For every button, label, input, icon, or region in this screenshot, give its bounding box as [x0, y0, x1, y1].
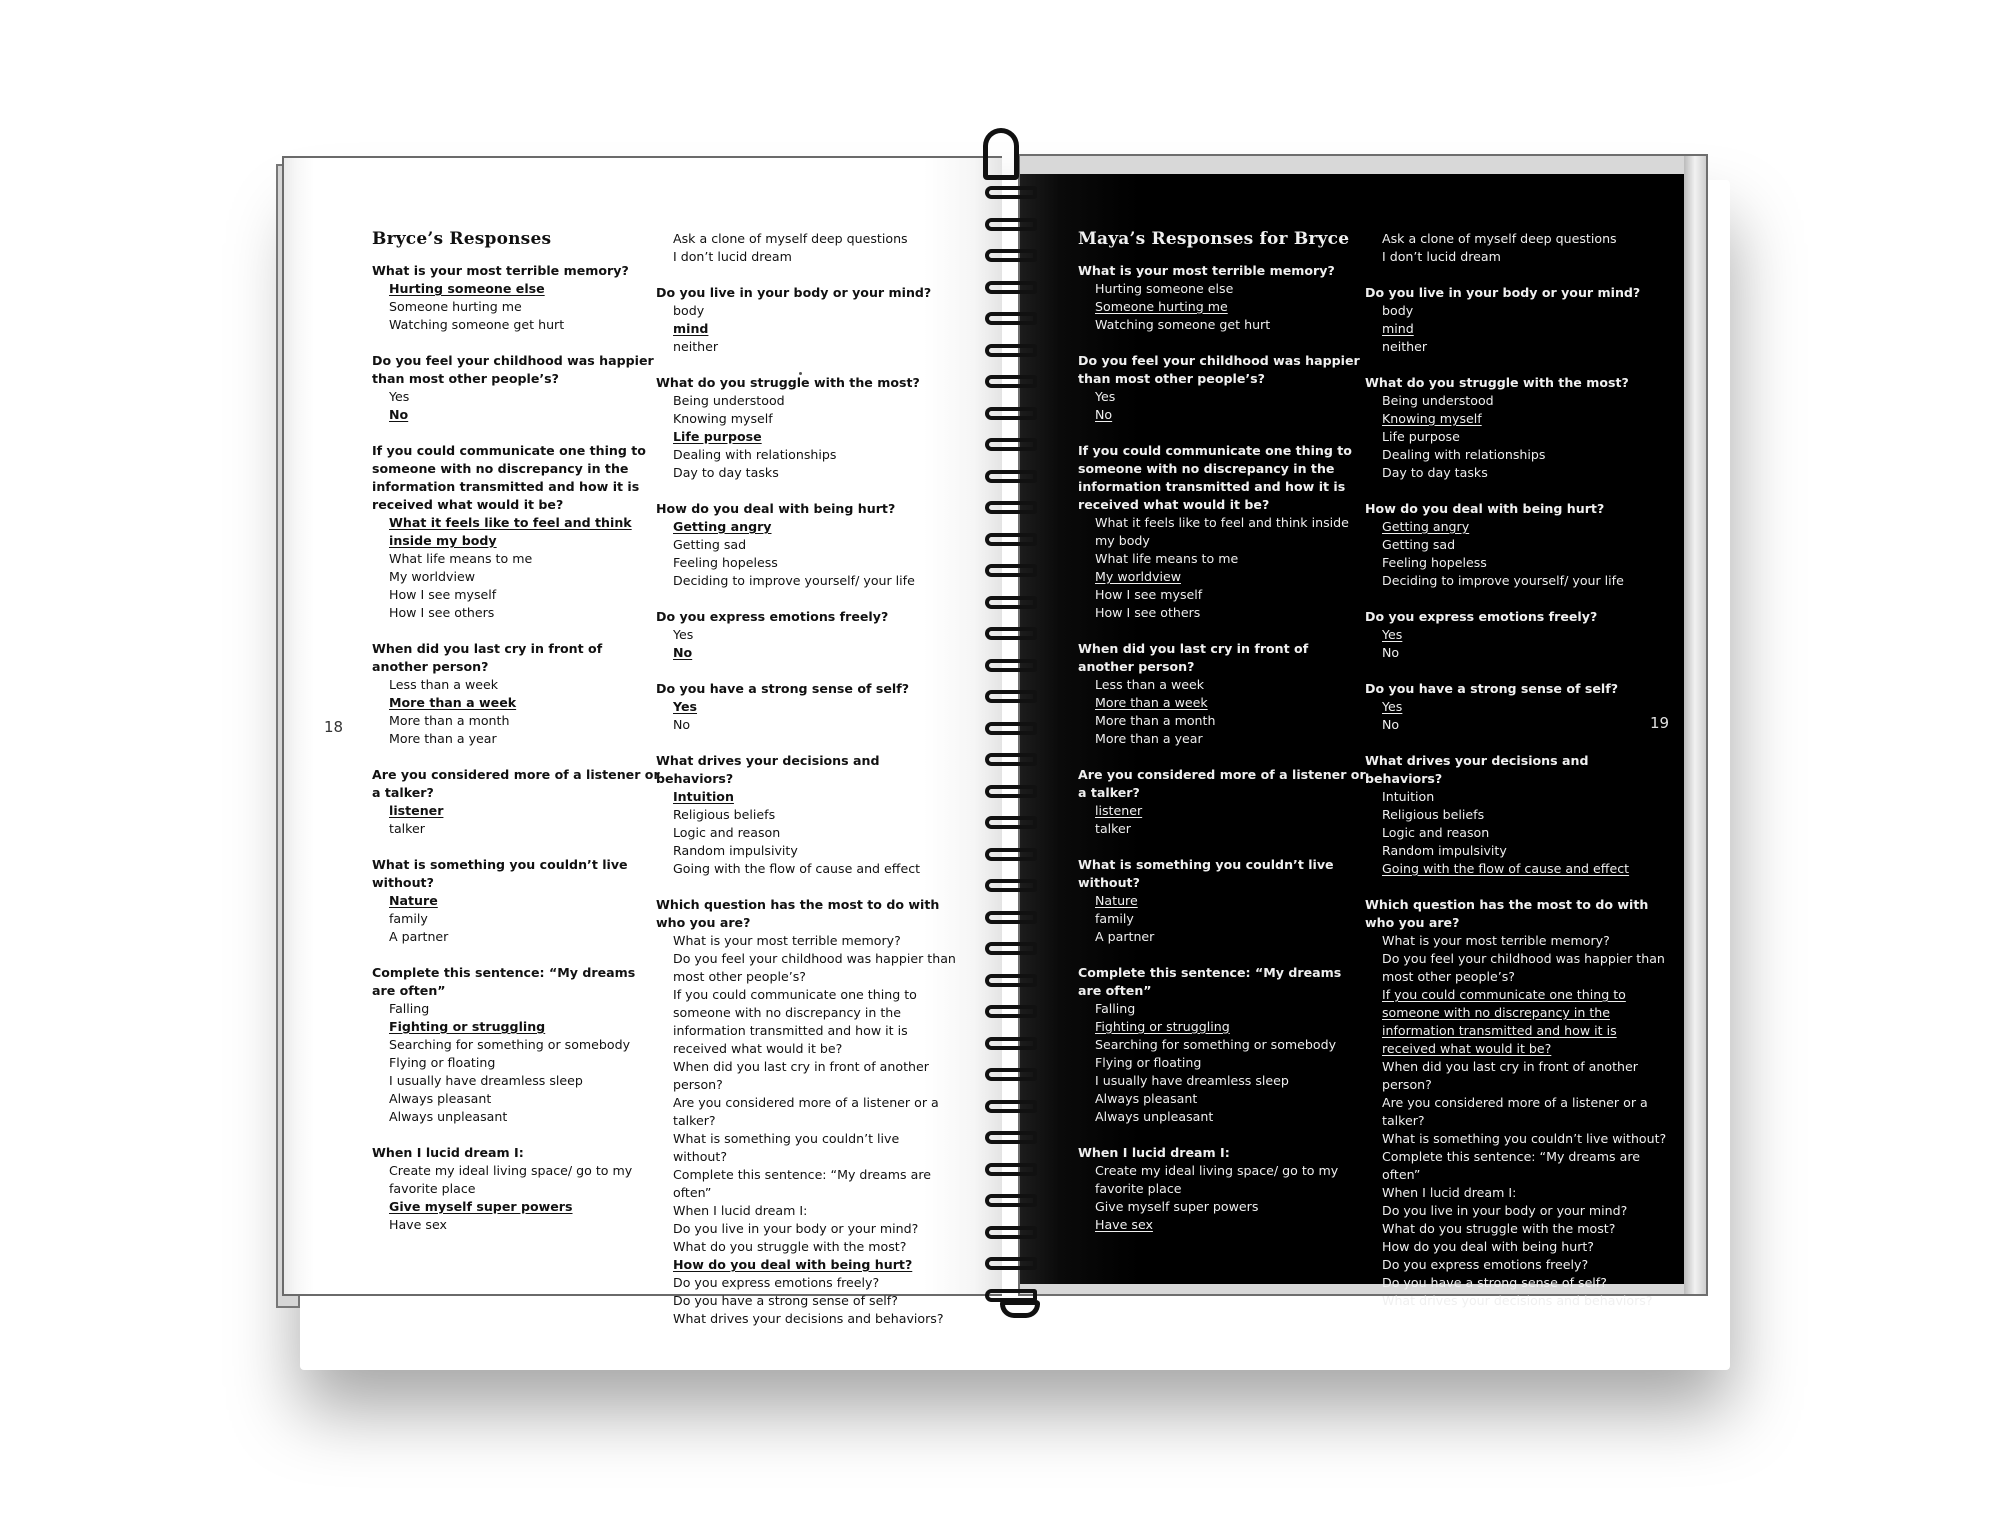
spiral-coil — [985, 564, 1037, 577]
answer-option: When I lucid dream I: — [1382, 1185, 1517, 1200]
answer-option: Watching someone get hurt — [1095, 317, 1271, 332]
answer-option: When I lucid dream I: — [673, 1203, 808, 1218]
spiral-coil — [985, 1068, 1037, 1081]
answer-option: What life means to me — [1095, 551, 1239, 566]
answer-option: Falling — [1095, 1001, 1136, 1016]
answer-option: What is your most terrible memory? — [1382, 933, 1610, 948]
question-text: Complete this sentence: “My dreams are often” — [372, 965, 636, 998]
answer-option: Do you feel your childhood was happier than most other people’s? — [673, 951, 956, 984]
selected-answer: Yes — [673, 699, 698, 714]
question-block — [1078, 766, 1368, 838]
spiral-coil — [985, 1005, 1037, 1018]
question-text: Do you express emotions freely? — [656, 609, 889, 624]
spiral-coil — [985, 470, 1037, 483]
question-text: If you could communicate one thing to someone with no discrepancy in the information transmitted and how it is received what would it be? — [372, 443, 646, 512]
right-column-2 — [1365, 230, 1670, 1328]
answer-option: How I see others — [1095, 605, 1201, 620]
question-text: How do you deal with being hurt? — [1365, 501, 1605, 516]
answer-option: Deciding to improve yourself/ your life — [1382, 573, 1624, 588]
selected-answer: How do you deal with being hurt? — [673, 1257, 913, 1272]
question-block — [656, 230, 956, 266]
answer-option: What drives your decisions and behaviors? — [1382, 1293, 1653, 1308]
selected-answer: Fighting or struggling — [1095, 1019, 1230, 1034]
question-block — [372, 766, 662, 838]
spiral-coil — [985, 438, 1037, 451]
answer-option: Religious beliefs — [1382, 807, 1485, 822]
selected-answer: Nature — [1095, 893, 1138, 908]
answer-option: No — [1382, 717, 1400, 732]
answer-option: Searching for something or somebody — [389, 1037, 631, 1052]
answer-option: Less than a week — [389, 677, 499, 692]
answer-option: Yes — [1095, 389, 1116, 404]
spiral-coil — [985, 344, 1037, 357]
question-text: When I lucid dream I: — [372, 1145, 524, 1160]
answer-option: Do you live in your body or your mind? — [1382, 1203, 1628, 1218]
answer-option: Always pleasant — [389, 1091, 492, 1106]
answer-option: I don’t lucid dream — [673, 249, 792, 264]
answer-option: What it feels like to feel and think inside my body — [1095, 515, 1349, 548]
selected-answer: Life purpose — [673, 429, 762, 444]
question-block — [656, 374, 956, 482]
question-block — [1078, 262, 1368, 334]
answer-option: How I see others — [389, 605, 495, 620]
selected-answer: listener — [389, 803, 444, 818]
question-text: When I lucid dream I: — [1078, 1145, 1230, 1160]
question-block — [656, 680, 956, 734]
answer-option: When did you last cry in front of another person? — [673, 1059, 929, 1092]
question-block — [1365, 230, 1670, 266]
selected-answer: Give myself super powers — [389, 1199, 573, 1214]
answer-option: When did you last cry in front of another person? — [1382, 1059, 1638, 1092]
selected-answer: If you could communicate one thing to someone with no discrepancy in the information transmitted and how it is received what would it be? — [1382, 987, 1626, 1056]
right-page-black-panel — [1020, 174, 1685, 1308]
question-block — [372, 352, 662, 424]
answer-option: Yes — [673, 627, 694, 642]
selected-answer: Have sex — [1095, 1217, 1153, 1232]
answer-option: How I see myself — [389, 587, 497, 602]
answer-option: If you could communicate one thing to someone with no discrepancy in the information transmitted and how it is received what would it be? — [673, 987, 917, 1056]
answer-option: What do you struggle with the most? — [1382, 1221, 1616, 1236]
answer-option: Complete this sentence: “My dreams are often” — [1382, 1149, 1640, 1182]
spiral-coil — [985, 281, 1037, 294]
spiral-coil — [985, 375, 1037, 388]
answer-option: Searching for something or somebody — [1095, 1037, 1337, 1052]
spiral-coil — [985, 1131, 1037, 1144]
spiral-coil — [985, 1163, 1037, 1176]
question-block — [1365, 500, 1670, 590]
answer-option: More than a month — [1095, 713, 1216, 728]
binding-bottom-loop — [1000, 1300, 1040, 1318]
answer-option: Intuition — [1382, 789, 1435, 804]
spiral-coil — [985, 1257, 1037, 1270]
question-text: When did you last cry in front of another person? — [372, 641, 603, 674]
selected-answer: Hurting someone else — [389, 281, 545, 296]
answer-option: Complete this sentence: “My dreams are often” — [673, 1167, 931, 1200]
question-block — [1078, 856, 1368, 946]
spiral-coil — [985, 753, 1037, 766]
selected-answer: Fighting or struggling — [389, 1019, 546, 1034]
question-text: Do you express emotions freely? — [1365, 609, 1598, 624]
answer-option: Random impulsivity — [673, 843, 798, 858]
answer-option: What do you struggle with the most? — [673, 1239, 907, 1254]
answer-option: Flying or floating — [389, 1055, 496, 1070]
selected-answer: More than a week — [389, 695, 517, 710]
question-block — [656, 752, 956, 878]
selected-answer: No — [389, 407, 409, 422]
answer-option: talker — [389, 821, 425, 836]
answer-option: I usually have dreamless sleep — [389, 1073, 583, 1088]
question-text: What do you struggle with the most? — [1365, 375, 1629, 390]
question-block — [372, 640, 662, 748]
right-page-title: Maya’s Responses for Bryce — [1078, 229, 1350, 249]
selected-answer: mind — [1382, 321, 1414, 336]
question-text: Complete this sentence: “My dreams are often” — [1078, 965, 1342, 998]
selected-answer: Someone hurting me — [1095, 299, 1228, 314]
answer-option: Flying or floating — [1095, 1055, 1202, 1070]
answer-option: Ask a clone of myself deep questions — [673, 231, 908, 246]
left-column-2 — [656, 230, 956, 1346]
answer-option: What drives your decisions and behaviors? — [673, 1311, 944, 1326]
answer-option: Create my ideal living space/ go to my favorite place — [1095, 1163, 1339, 1196]
question-block — [1365, 374, 1670, 482]
spiral-coil — [985, 501, 1037, 514]
answer-option: More than a year — [389, 731, 497, 746]
question-block — [656, 284, 956, 356]
question-text: How do you deal with being hurt? — [656, 501, 896, 516]
answer-option: Always unpleasant — [389, 1109, 508, 1124]
question-text: Do you feel your childhood was happier than most other people’s? — [1078, 353, 1360, 386]
answer-option: Feeling hopeless — [673, 555, 778, 570]
spiral-coil — [985, 785, 1037, 798]
answer-option: What is your most terrible memory? — [673, 933, 901, 948]
spiral-coil — [985, 1100, 1037, 1113]
answer-option: Give myself super powers — [1095, 1199, 1259, 1214]
question-block — [1365, 680, 1670, 734]
question-block — [1365, 608, 1670, 662]
answer-option: A partner — [389, 929, 449, 944]
answer-option: body — [1382, 303, 1414, 318]
selected-answer: My worldview — [1095, 569, 1181, 584]
question-block — [372, 442, 662, 622]
answer-option: How I see myself — [1095, 587, 1203, 602]
answer-option: Always pleasant — [1095, 1091, 1198, 1106]
spiral-coil — [985, 186, 1037, 199]
left-page — [282, 156, 1002, 1326]
answer-option: neither — [673, 339, 719, 354]
answer-option: I don’t lucid dream — [1382, 249, 1501, 264]
question-block — [1078, 964, 1368, 1126]
question-block — [1365, 896, 1670, 1310]
spiral-coil — [985, 848, 1037, 861]
selected-answer: listener — [1095, 803, 1143, 818]
question-text: When did you last cry in front of another person? — [1078, 641, 1309, 674]
answer-option: I usually have dreamless sleep — [1095, 1073, 1289, 1088]
question-text: Are you considered more of a listener or a talker? — [372, 767, 660, 800]
left-page-title: Bryce’s Responses — [372, 229, 552, 249]
answer-option: How do you deal with being hurt? — [1382, 1239, 1594, 1254]
answer-option: family — [389, 911, 428, 926]
answer-option: talker — [1095, 821, 1131, 836]
answer-option: Going with the flow of cause and effect — [673, 861, 921, 876]
page-number-left: 18 — [324, 718, 344, 736]
answer-option: What is something you couldn’t live without? — [1382, 1131, 1667, 1146]
selected-answer: No — [673, 645, 693, 660]
answer-option: Create my ideal living space/ go to my favorite place — [389, 1163, 633, 1196]
page-number-right: 19 — [1650, 714, 1670, 732]
answer-option: Falling — [389, 1001, 430, 1016]
spiral-coil — [985, 816, 1037, 829]
selected-answer: What it feels like to feel and think inside my body — [389, 515, 632, 548]
selected-answer: More than a week — [1095, 695, 1208, 710]
answer-option: Ask a clone of myself deep questions — [1382, 231, 1617, 246]
spiral-coil — [985, 1037, 1037, 1050]
question-text: What drives your decisions and behaviors? — [1365, 753, 1589, 786]
spiral-coil — [985, 690, 1037, 703]
question-block — [656, 500, 956, 590]
answer-option: Day to day tasks — [673, 465, 779, 480]
answer-option: No — [673, 717, 691, 732]
answer-option: Someone hurting me — [389, 299, 522, 314]
question-block — [1365, 284, 1670, 356]
answer-option: Hurting someone else — [1095, 281, 1234, 296]
selected-answer: mind — [673, 321, 709, 336]
question-block — [372, 262, 662, 334]
selected-answer: Yes — [1382, 627, 1403, 642]
question-block — [656, 608, 956, 662]
answer-option: Religious beliefs — [673, 807, 776, 822]
right-column-1 — [1078, 228, 1368, 1252]
spiral-coil — [985, 596, 1037, 609]
answer-option: Are you considered more of a listener or a talker? — [1382, 1095, 1648, 1128]
right-page — [1018, 154, 1708, 1308]
question-text: What drives your decisions and behaviors? — [656, 753, 880, 786]
question-block — [372, 1144, 662, 1234]
selected-answer: Intuition — [673, 789, 734, 804]
spiral-coil — [985, 407, 1037, 420]
question-text: Do you have a strong sense of self? — [656, 681, 910, 696]
question-text: What is something you couldn’t live without? — [372, 857, 628, 890]
answer-option: Do you express emotions freely? — [673, 1275, 880, 1290]
question-block — [1078, 640, 1368, 748]
answer-option: Being understood — [1382, 393, 1494, 408]
question-text: Are you considered more of a listener or a talker? — [1078, 767, 1366, 800]
question-text: Do you live in your body or your mind? — [1365, 285, 1641, 300]
answer-option: family — [1095, 911, 1134, 926]
answer-option: My worldview — [389, 569, 475, 584]
answer-option: Logic and reason — [673, 825, 781, 840]
spiral-coil — [985, 942, 1037, 955]
spiral-coil — [985, 218, 1037, 231]
answer-option: No — [1382, 645, 1400, 660]
selected-answer: Nature — [389, 893, 438, 908]
question-block — [1365, 752, 1670, 878]
answer-option: Getting sad — [1382, 537, 1456, 552]
answer-option: Do you express emotions freely? — [1382, 1257, 1589, 1272]
question-text: What is something you couldn’t live without? — [1078, 857, 1334, 890]
answer-option: body — [673, 303, 705, 318]
answer-option: Dealing with relationships — [1382, 447, 1546, 462]
answer-option: Always unpleasant — [1095, 1109, 1214, 1124]
selected-answer: No — [1095, 407, 1113, 422]
selected-answer: Yes — [1382, 699, 1403, 714]
spiral-binding — [985, 148, 1045, 1308]
spiral-coil — [985, 249, 1037, 262]
answer-option: Day to day tasks — [1382, 465, 1488, 480]
spiral-coil — [985, 722, 1037, 735]
answer-option: Do you feel your childhood was happier than most other people’s? — [1382, 951, 1665, 984]
answer-option: Less than a week — [1095, 677, 1205, 692]
answer-option: Are you considered more of a listener or a talker? — [673, 1095, 939, 1128]
answer-option: A partner — [1095, 929, 1155, 944]
question-text: Do you feel your childhood was happier than most other people’s? — [372, 353, 654, 386]
question-block — [1078, 1144, 1368, 1234]
right-page-edge — [1684, 156, 1706, 1294]
answer-option: More than a month — [389, 713, 510, 728]
answer-option: Yes — [389, 389, 410, 404]
spiral-coil — [985, 879, 1037, 892]
question-block — [1078, 352, 1368, 424]
answer-option: Random impulsivity — [1382, 843, 1507, 858]
answer-option: What life means to me — [389, 551, 533, 566]
selected-answer: Getting angry — [673, 519, 772, 534]
answer-option: Knowing myself — [673, 411, 773, 426]
question-text: Which question has the most to do with who you are? — [656, 897, 940, 930]
question-text: What do you struggle with the most? — [656, 375, 920, 390]
spiral-coil — [985, 974, 1037, 987]
answer-option: Life purpose — [1382, 429, 1460, 444]
spiral-coil — [985, 1226, 1037, 1239]
answer-option: Dealing with relationships — [673, 447, 837, 462]
spiral-coil — [985, 911, 1037, 924]
answer-option: Have sex — [389, 1217, 447, 1232]
answer-option: What is something you couldn’t live without? — [673, 1131, 900, 1164]
answer-option: More than a year — [1095, 731, 1203, 746]
answer-option: neither — [1382, 339, 1428, 354]
question-block — [372, 964, 662, 1126]
answer-option: Being understood — [673, 393, 785, 408]
answer-option: Logic and reason — [1382, 825, 1490, 840]
answer-option: Deciding to improve yourself/ your life — [673, 573, 915, 588]
spiral-coil — [985, 627, 1037, 640]
answer-option: Do you have a strong sense of self? — [673, 1293, 898, 1308]
question-text: Do you have a strong sense of self? — [1365, 681, 1619, 696]
spiral-coil — [985, 1194, 1037, 1207]
question-text: What is your most terrible memory? — [1078, 263, 1335, 278]
left-column-1 — [372, 228, 662, 1252]
answer-option: Getting sad — [673, 537, 747, 552]
question-block — [1078, 442, 1368, 622]
selected-answer: Going with the flow of cause and effect — [1382, 861, 1630, 876]
spiral-coil — [985, 533, 1037, 546]
spiral-coil — [985, 659, 1037, 672]
question-block — [656, 896, 956, 1328]
answer-option: Watching someone get hurt — [389, 317, 565, 332]
question-text: Which question has the most to do with who you are? — [1365, 897, 1649, 930]
selected-answer: Knowing myself — [1382, 411, 1482, 426]
question-block — [372, 856, 662, 946]
question-text: If you could communicate one thing to someone with no discrepancy in the information transmitted and how it is received what would it be? — [1078, 443, 1352, 512]
selected-answer: Getting angry — [1382, 519, 1470, 534]
spiral-coil — [985, 312, 1037, 325]
question-text: What is your most terrible memory? — [372, 263, 629, 278]
question-text: Do you live in your body or your mind? — [656, 285, 932, 300]
answer-option: Do you have a strong sense of self? — [1382, 1275, 1607, 1290]
answer-option: Do you live in your body or your mind? — [673, 1221, 919, 1236]
answer-option: Feeling hopeless — [1382, 555, 1487, 570]
